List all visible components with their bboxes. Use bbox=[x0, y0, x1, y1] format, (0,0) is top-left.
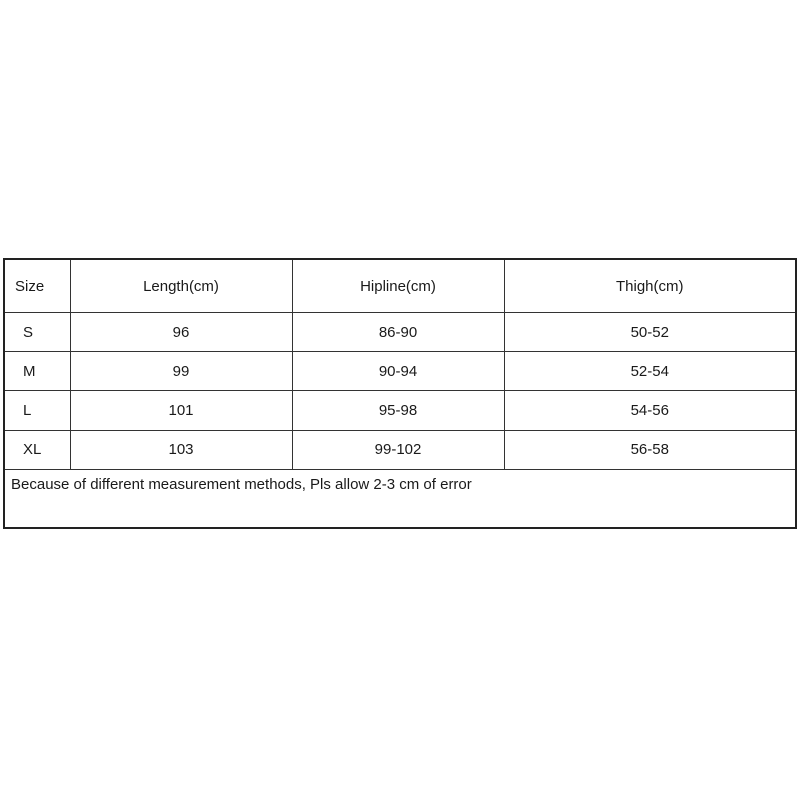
size-cell: L bbox=[4, 391, 70, 430]
thigh-cell: 52-54 bbox=[504, 352, 796, 391]
hipline-cell: 99-102 bbox=[292, 430, 504, 469]
table-row bbox=[4, 313, 796, 352]
header-thigh: Thigh(cm) bbox=[504, 259, 796, 313]
thigh-cell: 54-56 bbox=[504, 391, 796, 430]
size-cell: S bbox=[4, 313, 70, 352]
table-row bbox=[4, 352, 796, 391]
measurement-note: Because of different measurement methods, Pls allow 2-3 cm of error bbox=[4, 469, 796, 528]
length-cell: 96 bbox=[70, 313, 292, 352]
header-length: Length(cm) bbox=[70, 259, 292, 313]
table-row bbox=[4, 391, 796, 430]
length-cell: 101 bbox=[70, 391, 292, 430]
hipline-cell: 86-90 bbox=[292, 313, 504, 352]
size-cell: M bbox=[4, 352, 70, 391]
length-cell: 103 bbox=[70, 430, 292, 469]
size-cell: XL bbox=[4, 430, 70, 469]
header-size: Size bbox=[4, 259, 70, 313]
table-header-row bbox=[4, 259, 796, 313]
length-cell: 99 bbox=[70, 352, 292, 391]
hipline-cell: 95-98 bbox=[292, 391, 504, 430]
hipline-cell: 90-94 bbox=[292, 352, 504, 391]
thigh-cell: 50-52 bbox=[504, 313, 796, 352]
table-note-row bbox=[4, 469, 796, 528]
size-chart-table bbox=[3, 258, 797, 529]
table-row bbox=[4, 430, 796, 469]
header-hipline: Hipline(cm) bbox=[292, 259, 504, 313]
thigh-cell: 56-58 bbox=[504, 430, 796, 469]
